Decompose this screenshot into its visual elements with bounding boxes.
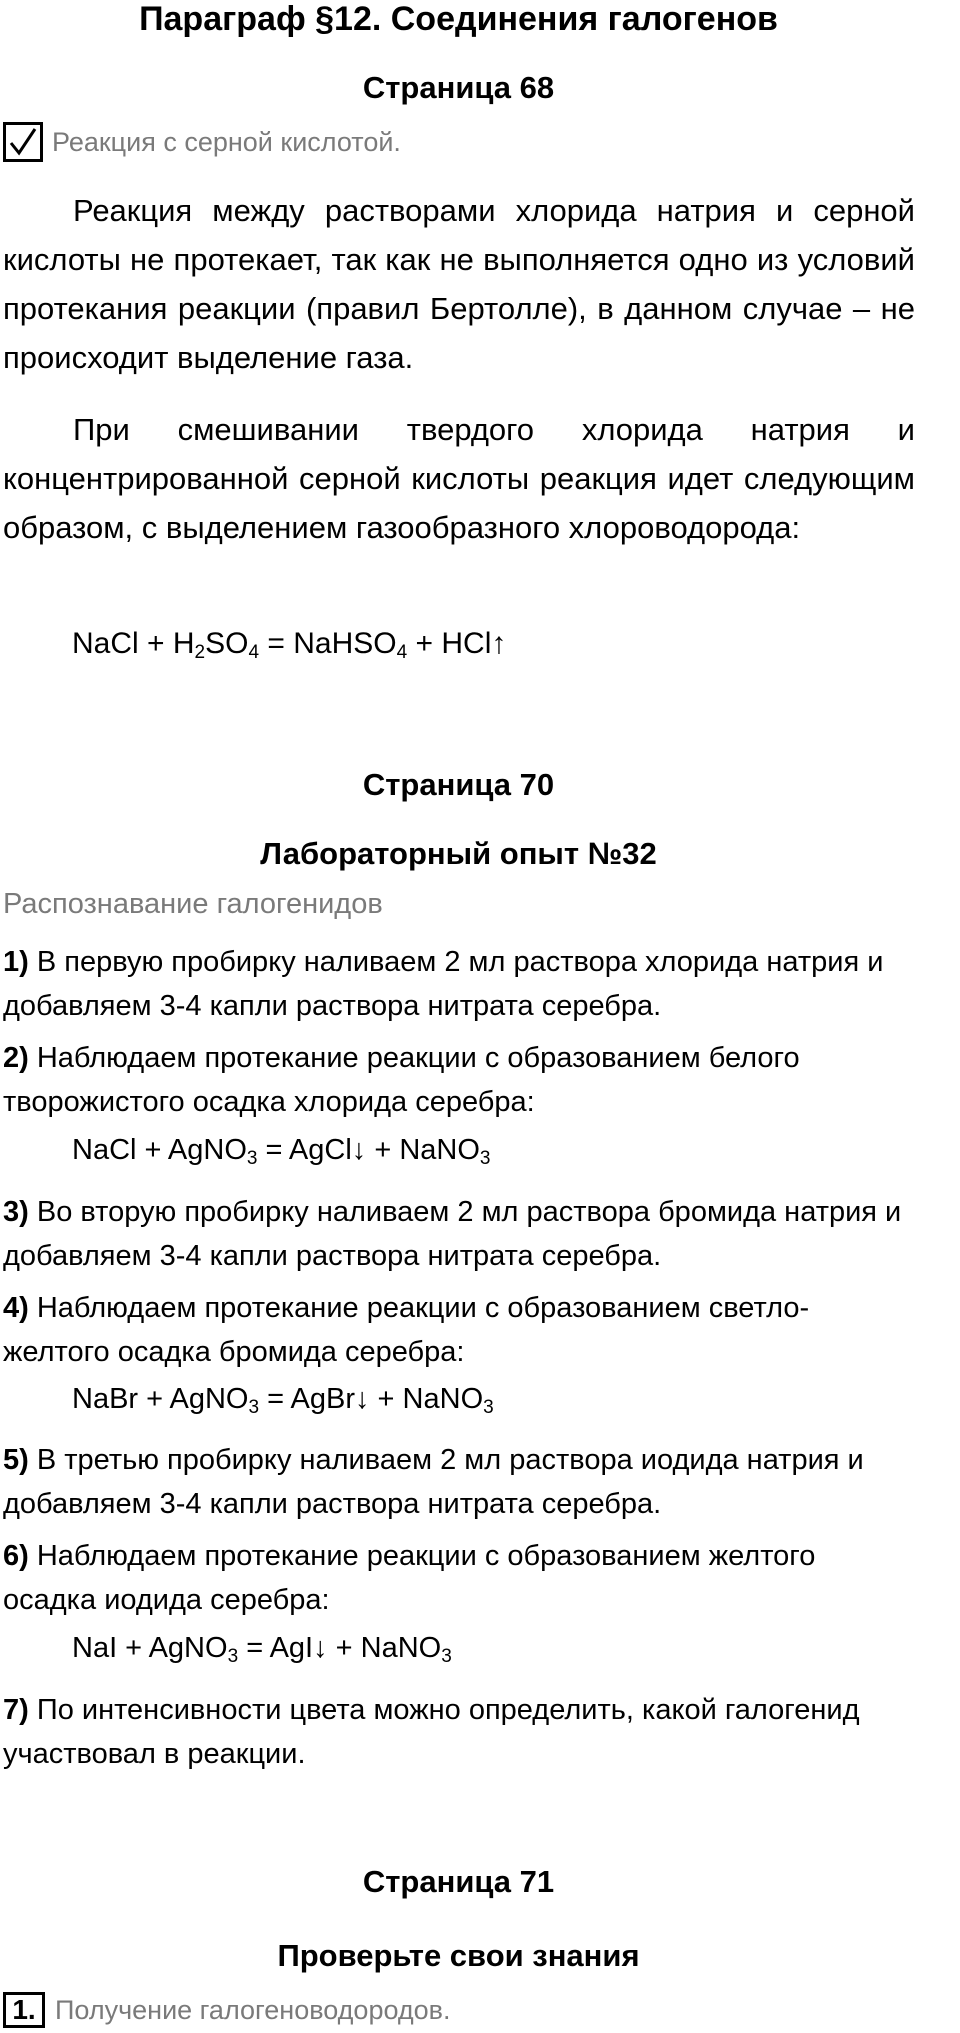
equation-nai-agno3: NaI + AgNO$_3$ = AgI↓ + NaNO$_3$ (72, 1632, 452, 1667)
step-2: 2) Наблюдаем протекание реакции с образованием белого творожистого осадка хлорида серебра: (3, 1042, 800, 1118)
paragraph-no-reaction: Реакция между растворами хлорида натрия и серной кислоты не протекает, так как не выполняется одно из условий протекания реакции (правил Бертолле), в данном случае – не происходит выделение газа. (3, 193, 915, 375)
section-heading-page-71: Страница 71 (362, 1864, 555, 1899)
task-label-sulfuric-acid: Реакция с серной кислотой. (52, 127, 401, 157)
step-5: 5) В третью пробирку наливаем 2 мл раствора иодида натрия и добавляем 3-4 капли раствора нитрата серебра. (3, 1444, 864, 1520)
task-label-hydrogen-halides: Получение галогеноводородов. (55, 1995, 451, 2025)
lab-experiment-heading: Лабораторный опыт №32 (260, 836, 657, 871)
equation-nacl-h2so4: NaCl + $H_2SO_4$ = NaHSO$_4$ + HCl↑ (72, 627, 507, 663)
check-knowledge-heading: Проверьте свои знания (277, 1938, 640, 1973)
section-heading-page-68: Страница 68 (362, 70, 555, 105)
step-4: 4) Наблюдаем протекание реакции с образованием светло-желтого осадка бромида серебра: (3, 1292, 810, 1368)
step-3: 3) Во вторую пробирку наливаем 2 мл раствора бромида натрия и добавляем 3-4 капли раствора нитрата серебра. (3, 1196, 902, 1272)
task-label-halides: Распознавание галогенидов (3, 888, 383, 920)
task-number-box: 1. (3, 1992, 45, 2028)
page-title: Параграф §12. Соединения галогенов (139, 0, 778, 38)
equation-nabr-agno3: NaBr + AgNO$_3$ = AgBr↓ + NaNO$_3$ (72, 1383, 494, 1418)
checkmark-box (3, 122, 43, 162)
checkmark-icon (8, 127, 38, 157)
step-6: 6) Наблюдаем протекание реакции с образованием желтого осадка иодида серебра: (3, 1540, 816, 1616)
equation-nacl-agno3: NaCl + AgNO$_3$ = AgCl↓ + NaNO$_3$ (72, 1134, 491, 1169)
step-1: 1) В первую пробирку наливаем 2 мл раствора хлорида натрия и добавляем 3-4 капли раствора нитрата серебра. (3, 946, 884, 1022)
step-7: 7) По интенсивности цвета можно определить, какой галогенид участвовал в реакции. (3, 1694, 860, 1770)
section-heading-page-70: Страница 70 (362, 767, 555, 802)
paragraph-solid-reaction: При смешивании твердого хлорида натрия и концентрированной серной кислоты реакция идет следующим образом, с выделением газообразного хлороводорода: (3, 412, 915, 545)
